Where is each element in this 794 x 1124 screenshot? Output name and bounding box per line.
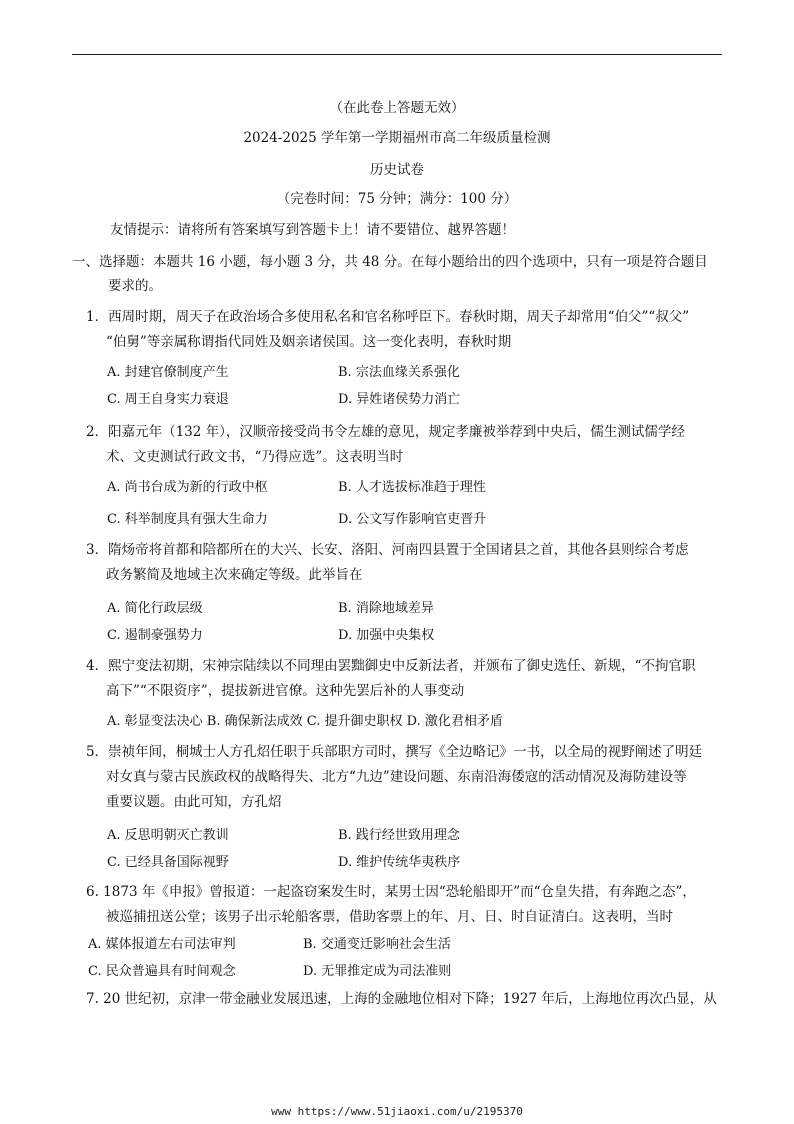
option-c: C. 民众普遍具有时间观念 bbox=[88, 964, 236, 979]
option-d: D. 异姓诸侯势力消亡 bbox=[338, 392, 461, 407]
option-b: B. 践行经世致用理念 bbox=[338, 828, 460, 843]
option-d: D. 公文写作影响官吏晋升 bbox=[338, 512, 487, 527]
option-c: C. 周王自身实力衰退 bbox=[107, 392, 229, 407]
option-c: C. 科举制度具有强大生命力 bbox=[107, 512, 268, 527]
subject-title: 历史试卷 bbox=[370, 162, 424, 178]
question-text: “伯舅”等亲属称谓指代同姓及姻亲诸侯国。这一变化表明，春秋时期 bbox=[106, 334, 512, 350]
option-a: A. 简化行政层级 bbox=[107, 601, 203, 616]
option-a: A. 媒体报道左右司法审判 bbox=[88, 937, 236, 952]
question-text: 被巡捕扭送公堂；该男子出示轮船客票，借助客票上的年、月、日、时自证清白。这表明，当时 bbox=[106, 909, 673, 925]
option-a: A. 尚书台成为新的行政中枢 bbox=[107, 480, 268, 495]
header-rule bbox=[72, 54, 722, 55]
question-text: 政务繁简及地域主次来确定等级。此举旨在 bbox=[106, 567, 363, 583]
footer-url: www https://www.51jiaoxi.com/u/2195370 bbox=[271, 1105, 523, 1118]
invalid-note: （在此卷上答题无效） bbox=[329, 100, 465, 116]
question-text: 2．阳嘉元年（132 年），汉顺帝接受尚书令左雄的意见，规定孝廉被举荐到中央后，儒生测试儒学经 bbox=[86, 424, 685, 440]
options-inline: A. 彰显变法决心 B. 确保新法成效 C. 提升御史职权 D. 激化君相矛盾 bbox=[107, 714, 503, 729]
time-score: （完卷时间：75 分钟；满分：100 分） bbox=[276, 191, 518, 207]
option-b: B. 消除地域差异 bbox=[338, 601, 434, 616]
option-b: B. 宗法血缘关系强化 bbox=[338, 365, 460, 380]
option-c: C. 遏制豪强势力 bbox=[107, 628, 203, 643]
option-d: D. 无罪推定成为司法准则 bbox=[303, 964, 452, 979]
option-b: B. 人才选拔标准趋于理性 bbox=[338, 480, 486, 495]
question-text: 7. 20 世纪初，京津一带金融业发展迅速，上海的金融地位相对下降；1927 年后，上海地位再次凸显，从 bbox=[86, 991, 717, 1007]
question-text: 高下”“不限资序”，提拔新进官僚。这种先罢后补的人事变动 bbox=[106, 683, 465, 699]
option-c: C. 已经具备国际视野 bbox=[107, 855, 229, 870]
option-a: A. 封建官僚制度产生 bbox=[107, 365, 229, 380]
exam-title: 2024-2025 学年第一学期福州市高二年级质量检测 bbox=[243, 130, 551, 146]
option-d: D. 加强中央集权 bbox=[338, 628, 435, 643]
section-heading-cont: 要求的。 bbox=[108, 278, 162, 294]
question-text: 5．崇祯年间，桐城士人方孔炤任职于兵部职方司时，撰写《全边略记》一书，以全局的视野阐述了明廷 bbox=[86, 744, 703, 760]
option-d: D. 维护传统华夷秩序 bbox=[338, 855, 461, 870]
question-text: 对女真与蒙古民族政权的战略得失、北方“九边”建设问题、东南沿海倭寇的活动情况及海防建设等 bbox=[106, 769, 687, 785]
option-a: A. 反思明朝灭亡教训 bbox=[107, 828, 229, 843]
question-text: 4．熙宁变法初期，宋神宗陆续以不同理由罢黜御史中反新法者，并颁布了御史选任、新规，“不拘官职 bbox=[86, 658, 696, 674]
option-b: B. 交通变迁影响社会生活 bbox=[303, 937, 451, 952]
question-text: 术、文吏测试行政文书，“乃得应选”。这表明当时 bbox=[106, 449, 404, 465]
question-text: 重要议题。由此可知，方孔炤 bbox=[106, 794, 282, 810]
section-heading: 一、选择题：本题共 16 小题，每小题 3 分，共 48 分。在每小题给出的四个选项中，只有一项是符合题目 bbox=[72, 254, 708, 270]
question-text: 3．隋炀帝将首都和陪都所在的大兴、长安、洛阳、河南四县置于全国诸县之首，其他各县则综合考虑 bbox=[86, 542, 689, 558]
question-text: 6. 1873 年《申报》曾报道：一起盗窃案发生时，某男士因“恐轮船即开”而“仓皇失措，有奔跑之态”， bbox=[86, 884, 696, 900]
question-text: 1．西周时期，周天子在政治场合多使用私名和官名称呼臣下。春秋时期，周天子却常用“伯父”“叔父” bbox=[86, 309, 690, 325]
tip-text: 友情提示：请将所有答案填写到答题卡上！请不要错位、越界答题！ bbox=[110, 222, 515, 238]
